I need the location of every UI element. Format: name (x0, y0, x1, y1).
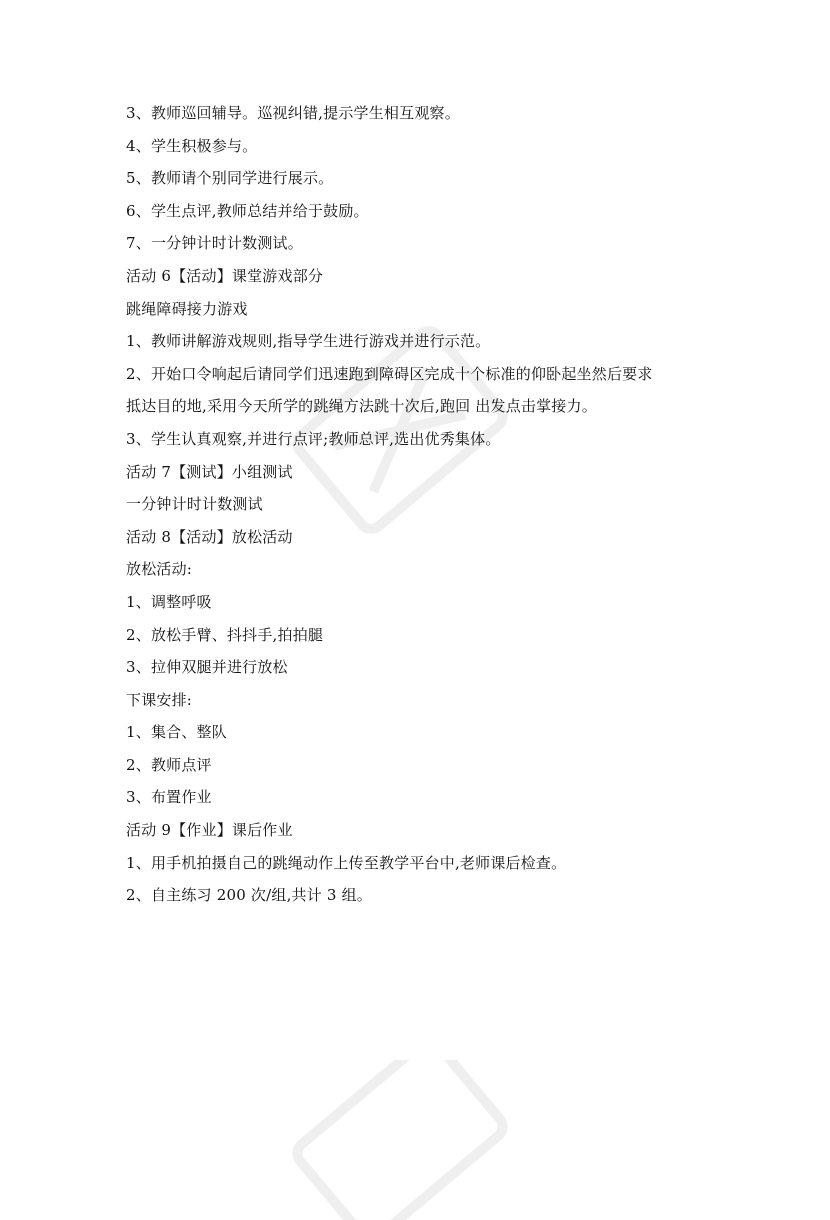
text-line: 抵达目的地,采用今天所学的跳绳方法跳十次后,跑回 出发点击掌接力。 (126, 397, 597, 416)
text-line: 6、学生点评,教师总结并给于鼓励。 (126, 201, 369, 220)
text-line: 1、用手机拍摄自己的跳绳动作上传至教学平台中,老师课后检查。 (126, 853, 567, 872)
text-line: 1、教师讲解游戏规则,指导学生进行游戏并进行示范。 (126, 332, 491, 351)
text-line: 3、教师巡回辅导。巡视纠错,提示学生相互观察。 (126, 104, 460, 122)
text-line: 跳绳障碍接力游戏 (126, 299, 248, 318)
text-line: 一分钟计时计数测试 (126, 495, 263, 514)
text-line: 3、拉伸双腿并进行放松 (126, 658, 288, 677)
text-line: 3、布置作业 (126, 788, 212, 807)
text-line: 2、放松手臂、抖抖手,拍拍腿 (126, 625, 324, 644)
activity-heading: 活动 9【作业】课后作业 (126, 821, 293, 840)
text-line: 1、集合、整队 (126, 723, 227, 742)
text-line: 1、调整呼吸 (126, 592, 212, 611)
text-line: 放松活动: (126, 560, 193, 579)
activity-heading: 活动 7【测试】小组测试 (126, 462, 293, 481)
text-line: 7、一分钟计时计数测试。 (126, 234, 303, 253)
text-line: 2、自主练习 200 次/组,共计 3 组。 (126, 886, 373, 905)
text-line: 2、开始口令响起后请同学们迅速跑到障碍区完成十个标准的仰卧起坐然后要求 (126, 364, 653, 383)
text-line: 5、教师请个别同学进行展示。 (126, 169, 334, 188)
text-line: 2、教师点评 (126, 755, 212, 774)
watermark-seal-bottom (270, 1060, 530, 1220)
text-line: 3、学生认真观察,并进行点评;教师总评,选出优秀集体。 (126, 429, 501, 448)
activity-heading: 活动 6【活动】课堂游戏部分 (126, 266, 324, 285)
text-line: 下课安排: (126, 690, 193, 709)
activity-heading: 活动 8【活动】放松活动 (126, 527, 293, 546)
text-line: 4、学生积极参与。 (126, 136, 258, 155)
document-body (126, 97, 726, 912)
